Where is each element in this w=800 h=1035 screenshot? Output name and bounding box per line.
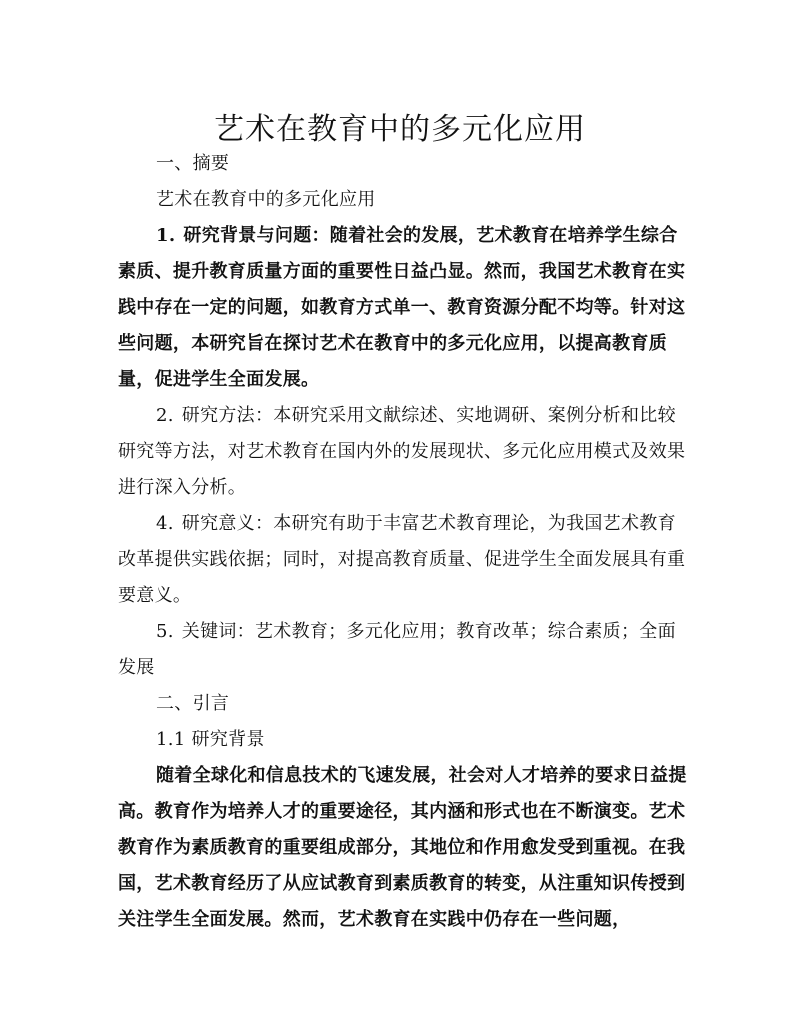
abstract-item-number: 2. <box>156 405 174 426</box>
abstract-subtitle: 艺术在教育中的多元化应用 <box>156 189 376 210</box>
section-heading-introduction: 二、引言 <box>156 693 230 714</box>
background-paragraph: 随着全球化和信息技术的飞速发展，社会对人才培养的要求日益提高。教育作为培养人才的重要途径，其内涵和形式也在不断演变。艺术教育作为素质教育的重要组成部分，其地位和作用愈发受到重视。在我国，艺术教育经历了从应试教育到素质教育的转变，从注重知识传授到关注学生全面发展。然而，艺术教育在实践中仍存在一些问题， <box>118 765 687 930</box>
abstract-item-text: 研究意义：本研究有助于丰富艺术教育理论，为我国艺术教育改革提供实践依据；同时，对提高教育质量、促进学生全面发展具有重要意义。 <box>118 513 686 606</box>
abstract-item-number: 5. <box>156 621 174 642</box>
abstract-item-text: 关键词：艺术教育；多元化应用；教育改革；综合素质；全面发展 <box>118 621 676 678</box>
abstract-item-4 <box>118 506 688 614</box>
abstract-item-number: 1. <box>156 225 176 246</box>
abstract-item-2 <box>118 398 688 506</box>
section-heading-abstract: 一、摘要 <box>156 153 230 174</box>
document-title: 艺术在教育中的多元化应用 <box>214 112 586 148</box>
subsection-heading-background: 1.1 研究背景 <box>156 729 265 750</box>
abstract-item-text: 研究方法：本研究采用文献综述、实地调研、案例分析和比较研究等方法，对艺术教育在国内外的发展现状、多元化应用模式及效果进行深入分析。 <box>118 405 686 498</box>
abstract-item-5 <box>118 614 688 686</box>
abstract-item-1 <box>118 218 688 398</box>
abstract-item-number: 4. <box>156 513 174 534</box>
abstract-item-text: 研究背景与问题：随着社会的发展，艺术教育在培养学生综合素质、提升教育质量方面的重要性日益凸显。然而，我国艺术教育在实践中存在一定的问题，如教育方式单一、教育资源分配不均等。针对这些问题，本研究旨在探讨艺术在教育中的多元化应用，以提高教育质量，促进学生全面发展。 <box>118 225 686 390</box>
